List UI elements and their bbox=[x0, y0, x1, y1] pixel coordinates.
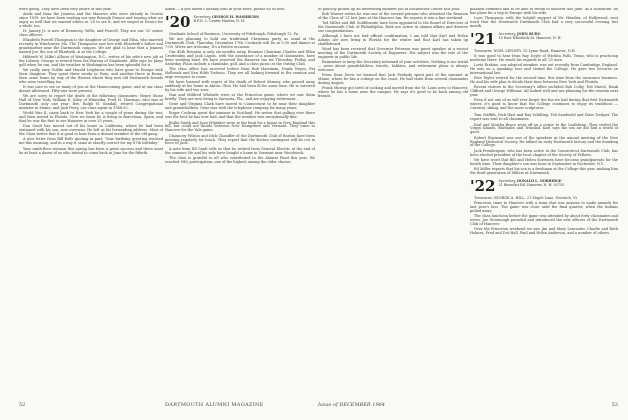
secretary-label: Secretary, bbox=[498, 31, 516, 36]
paragraph: The class office has received letters from Bob Harriman, Frank Noyes, Pat Holbrook and Ken Hilds Tedesco. They are all looking forward to the reunion and urge everyone to come. bbox=[165, 67, 315, 80]
column-1 bbox=[19, 8, 163, 392]
paragraph: H. Janney Jr. is now of Hennessy, Wells, and Purcell. They are our '20 senior class officers. bbox=[19, 29, 163, 38]
secretary-name: GEORGE H. WASHBURN bbox=[211, 14, 260, 19]
secretary-name: DONALD L. NORRIDGE bbox=[516, 178, 562, 183]
secretary-address: 15 East Wheelock St. Hanover, N. H. bbox=[498, 35, 562, 40]
class-secretary bbox=[498, 33, 561, 41]
paragraph: The class is grateful to all who contributed to the Alumni Fund this year. We reached 94% participation, one of the highest among the older classes. bbox=[165, 155, 315, 164]
secretary-address: 21 Benedict Rd. Hanover, N. H. 03755 bbox=[498, 182, 565, 187]
secretary-label: Secretary, bbox=[498, 178, 516, 183]
paragraph: We really envy Goldie and Harold Leightons who have gone to Europe with their daughter. They spent three weeks in Paris, and another three in Rome, then came home by way of the Riviera where they met old Dartmouth friends who were travelling too. bbox=[19, 68, 163, 85]
page-number-right: 53 bbox=[611, 402, 618, 408]
paragraph: Nan and Mildred Whitside were at the Princeton game, where we saw them briefly. They are now living in Sarasota, Fla., and are enjoying retirement. bbox=[165, 93, 315, 102]
paragraph: Our 45th Reunion is only six months away. Reunion Chairman Charles and Ellen Cruttenden and Jack Lagois, with the assistance of a number of classmates, have been working hard. We have reserved the Hanover Inn for Thursday, Friday, and Saturday. Plans include a clambake, golf, and a class picnic at the Outing Club. bbox=[165, 50, 315, 66]
paragraph: Rollie Smith and Joan Whitaker were in the hunt for a house in New England this fall, but could not decide between New Hampshire and Vermont. They came to Hanover for the Yale game. bbox=[165, 120, 315, 133]
paragraph: Jack Prendergast, who has been active in the Connecticut Dartmouth Club, has been elected president of the local chapter of the Society of Fellows. bbox=[470, 148, 618, 157]
class-secretary bbox=[193, 16, 259, 24]
page-number-left: 52 bbox=[19, 402, 26, 408]
paragraph: Robert Raymond was one of the speakers at the annual meeting of the New England Historical Society. He talked on early Dartmouth history and the founding of the College. bbox=[470, 135, 618, 148]
paragraph: Princeton came to Hanover with a team that was anxious to make amends for last year's loss. The game was close until the final quarter, when the Indians pulled away. bbox=[470, 200, 618, 213]
paragraph: It was good to hear from Ray Doyle of Wichita Falls, Texas, who is practicing medicine there. He sends his regards to all '21 men. bbox=[470, 54, 618, 63]
paragraph: Even if not one of us will ever forget the fun we had during that first Dartmouth winter, it's good to know that the College continues to enjoy its traditions — Carnival, skiing, and the snow sculptures. bbox=[470, 98, 618, 111]
paragraph: A note from Ed Gault tells us that he retired from General Electric at the end of the summer. He and his wife have bought a home in Vermont near Woodstock. bbox=[165, 146, 315, 155]
class-section-header bbox=[470, 176, 618, 195]
paragraph: Pete Taylor retired for the second time, this time from the insurance business. He and his wife plan to divide their time between New York and Florida. bbox=[470, 76, 618, 85]
paragraph: Treasurer, NOEL LENNEY, 15 Lyme Road, Hanover, N.H. bbox=[474, 48, 576, 53]
magazine-title: DARTMOUTH ALUMNI MAGAZINE bbox=[165, 402, 264, 408]
paragraph: Aside and from the Jeaness and the Maurers who were already in Oconto since 1939, we have been reading our way through France and touring what we enjoy so well that we wanted others in '20 to see it, and we stayed at Dean's for a while, too. bbox=[19, 12, 163, 28]
paragraph: Don Gault has moved out of his home in California, where he had been stationed with his son, now overseas. He left us his forwarding address. Most of the Class writes that it is good to hear from a distant member of the old gang. bbox=[19, 124, 163, 137]
paragraph: Your ninth-floor reunion this spring has been a great success and there must be at least a dozen of us who intend to come back in June for the fiftieth. bbox=[19, 146, 163, 155]
paragraph: We are sorry to report the death of the following classmates: Henry Stone Hall of New York; William E. Kiley of Winnetka; Fred H. Thurman, who was at Dartmouth only one year; Rev. Ralph H. Kendall, retired Congregational minister in Maine; and Jack Perry, our class agent in 1948-52. bbox=[19, 94, 163, 111]
issue-date: Issue of DECEMBER 1964 bbox=[318, 402, 385, 408]
column-3 bbox=[318, 8, 468, 392]
paragraph: We are planning to hold our traditional Christmas party as usual at the Dartmouth Club, Thursday, December 17th. Cocktails will be at 5:30 and dinner at 7:00. Wives are welcome; it's a festive occasion. bbox=[165, 37, 315, 49]
paragraph: The class luncheon before the game was attended by about forty classmates and wives. Joe Greenough presided and introduced the new officers of the Dartmouth Club of Hanover. bbox=[470, 213, 618, 226]
class-year: '22 bbox=[470, 176, 496, 195]
paragraph: Treasurer, GEORGE A. HILL, 21 Maple Lane, Norwich, Vt. bbox=[474, 195, 579, 200]
paragraph: to publicly picked up an interesting member job at Rockefeller Center this year. bbox=[318, 8, 461, 11]
secretary-address: R.F.D. 2, Center Harbor, N. H. bbox=[193, 18, 246, 23]
paragraph: Roger Cochran spent the summer in Scotland. He writes that golfing over there was the best he has ever had, and that the weather was exceptionally fine. bbox=[165, 111, 315, 120]
column-4 bbox=[470, 8, 618, 392]
page-footer bbox=[0, 400, 628, 412]
paragraph: Remember to keep the Secretary informed of your activities. Nothing is too trivial — news about grandchildren, travels, hobbies, and retirement plans is always welcome. bbox=[318, 60, 468, 73]
class-year: '21 bbox=[470, 29, 496, 48]
paragraph: Recent visitors to the Secretary's office included Bob Colby, Ted Marsh, Hank Clifford and George Williams. All looked well and are planning for the reunion next year. bbox=[470, 85, 618, 98]
paragraph: Although I have not had official confirmation, I am told that Karl and Helen Adams are now living in Florida for the winter and that Karl has taken up shuffleboard. bbox=[318, 34, 468, 47]
paragraph: Elizabeth Purcell Thompson is the daughter of George and Elisa, who married recently in Winchester, Mo. The Thompsons now live with Elizabeth's father and grandmother near the Dartmouth campus. We are glad to hear that a Jeaness named Joe, the son of Elizabeth, is at the College. bbox=[19, 38, 163, 55]
paragraph: Over the Princeton weekend we saw Jim and Mary Lancaster, Charlie and Ruth Holmes, Fred and Dot Hall, Paul and Helen Anderson, and a number of others. bbox=[470, 226, 618, 235]
paragraph: From Dean Davis we learned that Jack Peabody spent part of the summer in Maine, where he has a cottage on the coast. He had visits from several classmates during August. bbox=[318, 73, 468, 86]
paragraph: Karl and Martha Brace went off on a cruise to the Caribbean. They visited the Virgin Islands, Barbados and Trinidad. Karl says the sea air did him a world of good. bbox=[470, 122, 618, 135]
paragraph: Frank Murray got tired of cooking and moved from the St. Louis area to Hanover, where he has a home near the campus. He says it's good to be back among old friends. bbox=[318, 86, 468, 99]
paragraph: Ted Miller and Bill Goldthwaite have been appointed to the Board of Directors of the Dartmouth Club of Philadelphia. Both are active in alumni affairs and deserve our congratulations. bbox=[318, 21, 468, 34]
paragraph: Lorie Erskine, our adopted member, was out recently from Cambridge, England. He was on a speaking tour and visited the College. He gave two lectures on international law. bbox=[470, 63, 618, 76]
class-section-header bbox=[165, 12, 315, 31]
paragraph: Word has been received that Governor Peterson was guest speaker at a recent meeting of the Dartmouth Society of Engineers. His subject was the role of the engineer in public life. bbox=[318, 47, 468, 60]
paragraph: We have learned with regret of the death of Robert Kenney, who passed away suddenly at his home in Akron, Ohio. He had been ill for some time. He is survived by his wife and two sons. bbox=[165, 80, 315, 93]
paragraph: A nice letter from Bill Eells quoting in part, 'Your birthday greeting reached me this morning, and in a way it came at exactly correct for my 67th birthday.' bbox=[19, 137, 163, 146]
paragraph: Gene and Virginia Clark have moved to Connecticut to be near their daughter and grandchildren. Gene was with the telephone company for many years. bbox=[165, 102, 315, 111]
paragraph: Ed Miller reports that his son is a freshman at the College this year, making him the third generation of Millers at Dartmouth. bbox=[470, 166, 618, 175]
secretary-label: Secretary, bbox=[193, 14, 211, 19]
secretary-name: JOHN BURG bbox=[516, 31, 541, 36]
paragraph: Luce Thompson, with the helpful support of Mr. Hendrix, of Hollywood, sent word that the Greenwich Dartmouth Club had a very successful evening last month. bbox=[470, 16, 618, 28]
paragraph: Aiken — if you haven't already sent in your news, please do so now. bbox=[165, 8, 285, 11]
column-2 bbox=[165, 8, 315, 392]
paragraph: Bob Warner writes he was one of the several persons who attended the Reunion of the Class of '21 last June at the Hanover Inn. He reports it was a fine weekend. bbox=[318, 12, 468, 21]
paragraph: planned elements and to be able to retain to hanover last June. As a substitute, he has plans for a trip to Europe with his wife. bbox=[470, 8, 618, 15]
class-section-header bbox=[470, 29, 618, 48]
class-secretary bbox=[498, 180, 564, 188]
paragraph: were going. They have been very aware of this year. bbox=[19, 8, 112, 11]
class-year: '20 bbox=[165, 12, 191, 31]
paragraph: World War II, came back to New York for a couple of years during the war, and then moved to Florida. Now we learn he is living in Barcelona, Spain, and that he was the first to see Hanover in over 25 years. bbox=[19, 111, 163, 124]
paragraph: Hildreth W. (Alfie) Allison of Washington, D.C., writes of his wife's new job at the Library. George is retired from the Bureau of Standards. Alfie says he plays golf when he can, and the weather in Washington has been splendid for it. bbox=[19, 55, 163, 68]
paragraph: Tom Griffith, Dick Hart and Ray Schilling. Ted Sandwold and Dixie Tredger. The report was sent to all classmates. bbox=[470, 113, 618, 122]
paragraph: We have word that Bill and Helen Sorensen have become grandparents for the fourth time. Their daughter's son was born in September in Rochester, N.Y. bbox=[470, 157, 618, 166]
paragraph: Chauncey Wilson and Dick Chandler of the Dartmouth Club of Boston have been meeting regularly for lunch. They report that the Boston contingent will be out in force in June. bbox=[165, 133, 315, 146]
paragraph: It was nice to see so many of you at the Homecoming game, and at our class dinner afterward. Fifty-one were present. bbox=[19, 85, 163, 94]
paragraph: Graduate School of Business, University of Pittsburgh, Pittsburgh 13, Pa. bbox=[169, 31, 300, 36]
